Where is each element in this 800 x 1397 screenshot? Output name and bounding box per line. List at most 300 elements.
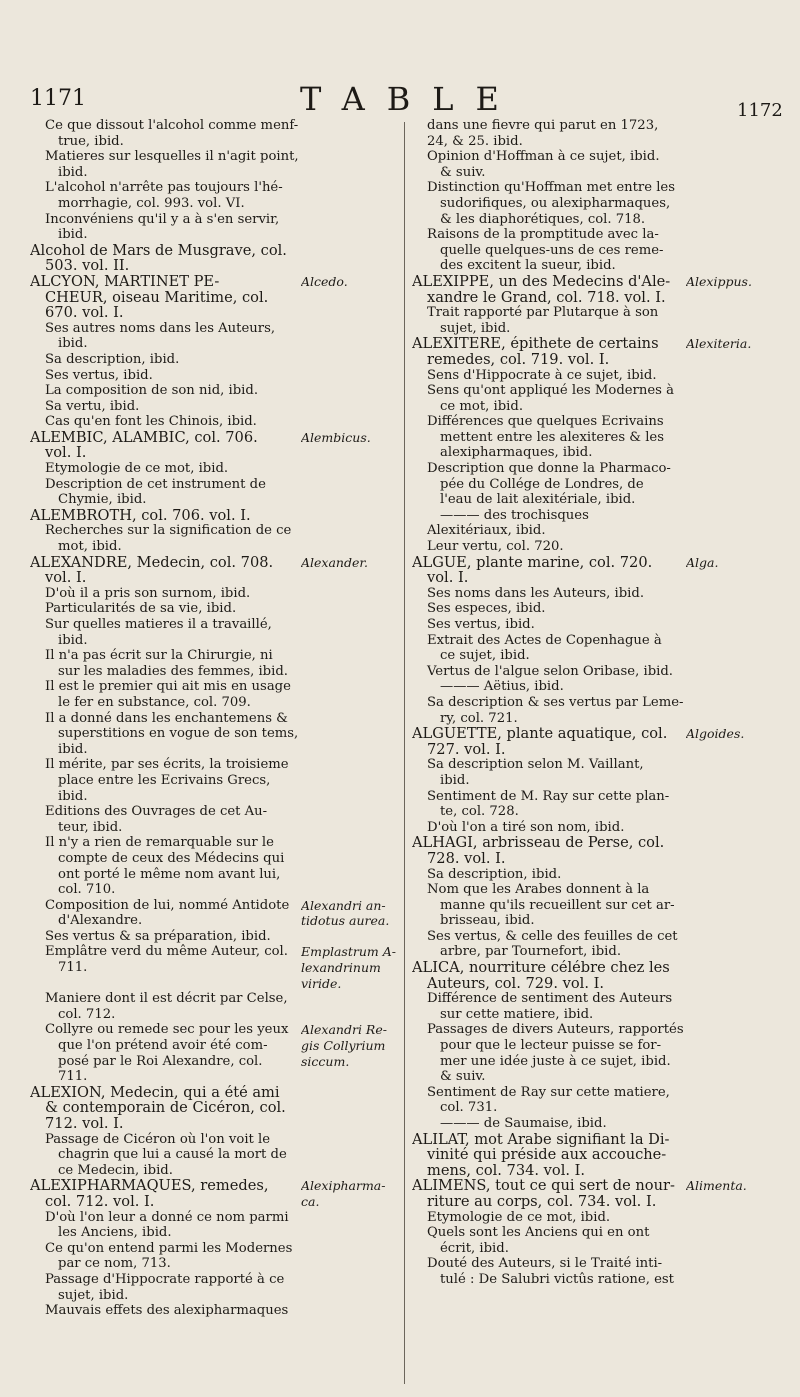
index-subentry [30,586,410,602]
index-subentry [412,679,798,695]
entry-line: dans une fievre qui parut en 1723, [427,118,659,133]
index-entry [30,274,410,321]
entry-line: sur les maladies des femmes, ibid. [58,663,288,679]
entry-line: & suiv. [440,164,486,180]
index-subentry [412,586,798,602]
entry-line: quelle quelques-uns de ces reme- [440,242,664,258]
latin-marginal-name [295,430,410,461]
latin-line: ca. [301,1193,320,1209]
latin-marginal-name [680,1116,798,1132]
latin-marginal-name [295,929,410,945]
entry-line: 670. vol. I. [45,305,124,321]
entry-line: les Anciens, ibid. [58,1225,172,1241]
entry-line: teur, ibid. [58,819,123,835]
entry-line: Ses vertus, & celle des feuilles de cet [427,928,678,944]
entry-line: ibid. [58,741,88,757]
entry-line: Sens qu'ont appliqué les Modernes à [427,383,674,399]
latin-marginal-name [680,867,798,883]
entry-line: Sa description, ibid. [427,866,562,882]
latin-marginal-name [295,804,410,835]
entry-line: Alexitériaux, ibid. [427,523,546,539]
latin-marginal-name [680,1225,798,1256]
latin-line: viride. [301,975,342,991]
page-number-left: 1171 [30,86,86,111]
entry-line: vol. I. [45,445,87,462]
latin-marginal-name [295,368,410,384]
latin-marginal-name [680,835,798,866]
entry-line: ont porté le même nom avant lui, [58,866,281,882]
latin-line: Alga. [686,554,719,570]
entry-line: Passage d'Hippocrate rapporté à ce [45,1271,285,1287]
latin-marginal-name [684,1022,798,1084]
entry-line: & suiv. [440,1069,486,1085]
entry-line: Extrait des Actes de Copenhague à [427,632,662,648]
index-subentry [30,1022,410,1084]
index-subentry [412,414,798,461]
index-subentry [412,461,798,508]
latin-marginal-name [680,149,798,180]
entry-line: morrhagie, col. 993. vol. VI. [58,195,245,211]
index-subentry [30,212,410,243]
index-subentry [30,461,410,477]
entry-line: Il n'a pas écrit sur la Chirurgie, ni [45,648,273,664]
index-entry [30,243,410,274]
page-header [0,80,800,120]
index-entry [412,960,798,991]
entry-line: Chymie, ibid. [58,492,147,508]
entry-line: sur cette matiere, ibid. [440,1006,594,1022]
entry-line: Composition de lui, nommé Antidote [45,897,290,913]
latin-marginal-name [295,1132,410,1179]
entry-line: Il a donné dans les enchantemens & [45,710,288,726]
index-subentry [412,1116,798,1132]
index-entry [412,1178,798,1209]
latin-marginal-name [295,274,410,321]
latin-marginal-name [295,679,410,710]
latin-marginal-name [680,1178,798,1209]
index-entry [30,555,410,586]
entry-line: mettent entre les alexiteres & les [440,429,665,445]
entry-line: ALEMBIC, ALAMBIC, col. 706. [30,429,258,446]
entry-line: ibid. [58,227,88,243]
entry-line: Sens d'Hippocrate à ce sujet, ibid. [427,367,657,383]
entry-line: superstitions en vogue de son tems, [58,726,299,742]
index-entry [412,1132,798,1179]
entry-line: mens, col. 734. vol. I. [427,1162,586,1179]
latin-marginal-name [680,601,798,617]
entry-line: pée du Collége de Londres, de [440,476,644,492]
entry-line: Alcohol de Mars de Musgrave, col. [30,242,287,259]
entry-line: mot, ibid. [58,539,122,555]
entry-line: Description de cet instrument de [45,476,266,492]
entry-line: & contemporain de Cicéron, col. [45,1100,286,1116]
index-subentry [30,523,410,554]
latin-marginal-name [295,991,410,1022]
index-subentry [30,648,410,679]
entry-line: col. 712. [58,1006,116,1022]
entry-line: ALILAT, mot Arabe signifiant la Di- [412,1131,670,1148]
entry-line: Ses especes, ibid. [427,601,546,617]
index-subentry [30,414,410,430]
latin-marginal-name [298,118,410,149]
latin-line: Alexandri an- [301,897,386,913]
entry-line: 712. vol. I. [45,1116,124,1132]
entry-line: Sa description selon M. Vaillant, [427,757,644,773]
latin-line: Alexipharma- [301,1178,386,1194]
entry-line: Editions des Ouvrages de cet Au- [45,804,268,820]
latin-marginal-name [680,555,798,586]
entry-line: 728. vol. I. [427,850,506,867]
entry-line: xandre le Grand, col. 718. vol. I. [427,289,666,306]
index-subentry [412,617,798,633]
entry-line: sujet, ibid. [440,320,511,336]
latin-marginal-name [680,336,798,367]
latin-line: Algoides. [686,726,745,742]
entry-line: ibid. [58,164,88,180]
entry-line: l'eau de lait alexitériale, ibid. [440,492,636,508]
entry-line: pour que le lecteur puisse se for- [440,1038,662,1054]
index-subentry [30,399,410,415]
index-subentry [30,601,410,617]
index-subentry [412,508,798,539]
page-title: TABLE [300,80,521,118]
latin-line: Alcedo. [301,273,348,289]
entry-line: vol. I. [45,570,87,586]
index-subentry [30,321,410,352]
entry-line: Ses noms dans les Auteurs, ibid. [427,585,645,601]
latin-marginal-name [295,180,410,211]
latin-marginal-name [295,617,410,648]
entry-line: vol. I. [427,570,469,586]
entry-line: chagrin que lui a causé la mort de [58,1147,287,1163]
latin-marginal-name [680,960,798,991]
entry-line: ce mot, ibid. [440,398,524,414]
entry-line: Différences que quelques Ecrivains [427,414,664,430]
latin-marginal-name [295,243,410,274]
entry-line: Recherches sur la signification de ce [45,523,292,539]
latin-marginal-name [680,617,798,633]
entry-line: Il n'y a rien de remarquable sur le [45,835,274,851]
latin-marginal-name [295,352,410,368]
latin-line: tidotus aurea. [301,913,390,929]
entry-line: Collyre ou remede sec pour les yeux [45,1022,289,1038]
entry-line: riture au corps, col. 734. vol. I. [427,1193,657,1210]
entry-line: 711. [58,960,88,976]
entry-line: Quels sont les Anciens qui en ont [427,1225,650,1241]
entry-line: col. 712. vol. I. [45,1193,155,1210]
entry-line: La composition de son nid, ibid. [45,383,259,399]
entry-line: Auteurs, col. 729. vol. I. [427,975,604,992]
entry-line: ALGUE, plante marine, col. 720. [412,554,653,571]
entry-line: Ses autres noms dans les Auteurs, [45,320,276,336]
index-subentry [412,1085,798,1116]
entry-line: Ce que dissout l'alcohol comme menf- [45,118,299,133]
entry-line: ry, col. 721. [440,710,518,726]
index-entry [412,336,798,367]
entry-line: Vertus de l'algue selon Oribase, ibid. [427,663,673,679]
entry-line: Mauvais effets des alexipharmaques [45,1303,289,1319]
entry-line: Nom que les Arabes donnent à la [427,882,650,898]
entry-line: ——— Aëtius, ibid. [440,679,564,695]
latin-marginal-name [680,274,798,305]
index-subentry [30,1272,410,1303]
entry-line: D'où l'on leur a donné ce nom parmi [45,1209,289,1225]
latin-marginal-name [680,679,798,695]
index-entry [30,430,410,461]
index-subentry [30,804,410,835]
latin-marginal-name [295,944,410,991]
entry-line: ce sujet, ibid. [440,648,530,664]
index-subentry [412,757,798,788]
index-subentry [30,835,410,897]
entry-line: tulé : De Salubri victûs ratione, est [440,1271,674,1287]
entry-line: Sentiment de M. Ray sur cette plan- [427,788,670,804]
entry-line: Il est le premier qui ait mis en usage [45,679,291,695]
latin-marginal-name [680,118,798,149]
entry-line: Particularités de sa vie, ibid. [45,601,237,617]
index-subentry [30,180,410,211]
entry-line: Sentiment de Ray sur cette matiere, [427,1084,670,1100]
entry-line: Maniere dont il est décrit par Celse, [45,991,288,1007]
latin-line: Alembicus. [301,429,371,445]
latin-marginal-name [680,1256,798,1287]
entry-line: Ses vertus, ibid. [427,617,535,632]
entry-line: arbre, par Tournefort, ibid. [440,944,622,960]
entry-line: Sa vertu, ibid. [45,398,140,414]
entry-line: ALEXIPPE, un des Medecins d'Ale- [412,273,671,290]
entry-line: Sur quelles matieres il a travaillé, [45,617,272,632]
latin-marginal-name [295,757,410,804]
entry-line: que l'on prétend avoir été com- [58,1038,268,1054]
latin-marginal-name [295,835,410,897]
entry-line: Trait rapporté par Plutarque à son [427,305,659,321]
index-entry [412,555,798,586]
latin-marginal-name [295,555,410,586]
latin-marginal-name [295,399,410,415]
index-subentry [412,149,798,180]
index-entry [30,508,410,524]
latin-marginal-name [680,1085,798,1116]
entry-line: Description que donne la Pharmaco- [427,461,671,477]
index-subentry [30,1132,410,1179]
entry-line: 711. [58,1069,88,1085]
latin-marginal-name [684,695,799,726]
entry-line: Passage de Cicéron où l'on voit le [45,1131,271,1147]
entry-line: Passages de divers Auteurs, rapportés [427,1022,684,1038]
index-subentry [412,867,798,883]
latin-marginal-name [680,1210,798,1226]
entry-line: 503. vol. II. [45,258,130,274]
latin-marginal-name [680,820,798,836]
latin-marginal-name [680,305,798,336]
index-subentry [412,180,798,227]
entry-line: Sa description & ses vertus par Leme- [427,694,684,710]
latin-marginal-name [298,711,410,758]
entry-line: Douté des Auteurs, si le Traité inti- [427,1256,663,1272]
entry-line: ibid. [440,772,470,788]
entry-line: mer une idée juste à ce sujet, ibid. [440,1053,671,1069]
entry-line: ALICA, nourriture célébre chez les [412,960,670,976]
entry-line: manne qu'ils recueillent sur cet ar- [440,897,675,913]
entry-line: Ce qu'on entend parmi les Modernes [45,1240,293,1256]
entry-line: true, ibid. [58,133,124,149]
latin-marginal-name [295,586,410,602]
latin-marginal-name [680,726,798,757]
latin-marginal-name [295,1303,410,1319]
index-subentry [30,352,410,368]
index-subentry [412,789,798,820]
entry-line: ALIMENS, tout ce qui sert de nour- [412,1178,675,1194]
latin-marginal-name [295,1210,410,1241]
index-subentry [412,633,798,664]
entry-line: Leur vertu, col. 720. [427,539,564,555]
entry-line: col. 710. [58,882,116,898]
left-index-column [30,118,410,1319]
latin-marginal-name [680,508,798,539]
index-subentry [30,991,410,1022]
index-subentry [412,991,798,1022]
entry-line: compte de ceux des Médecins qui [58,850,285,866]
latin-marginal-name [295,383,410,399]
index-entry [30,1085,410,1132]
entry-line: ALCYON, MARTINET PE- [30,273,220,290]
entry-line: ce Medecin, ibid. [58,1162,173,1178]
entry-line: & les diaphorétiques, col. 718. [440,211,646,227]
latin-line: siccum. [301,1053,350,1069]
entry-line: des excitent la sueur, ibid. [440,258,616,274]
index-subentry [30,929,410,945]
entry-line: remedes, col. 719. vol. I. [427,351,610,368]
entry-line: sujet, ibid. [58,1287,129,1303]
page-number-right: 1172 [737,100,783,121]
entry-line: par ce nom, 713. [58,1256,171,1272]
index-subentry [30,477,410,508]
entry-line: ibid. [58,632,88,648]
entry-line: ALEMBROTH, col. 706. vol. I. [30,507,251,524]
latin-marginal-name [680,461,798,508]
entry-line: Matieres sur lesquelles il n'agit point, [45,149,299,165]
entry-line: Emplâtre verd du même Auteur, col. [45,944,288,960]
latin-marginal-name [295,1272,410,1303]
index-subentry [30,757,410,804]
latin-marginal-name [680,633,798,664]
index-subentry [412,1256,798,1287]
right-index-column [412,118,798,1288]
latin-marginal-name [680,882,798,929]
entry-line: L'alcohol n'arrête pas toujours l'hé- [45,180,283,196]
latin-line: gis Collyrium [301,1038,386,1054]
entry-line: posé par le Roi Alexandre, col. [58,1053,263,1069]
index-subentry [30,711,410,758]
entry-line: Etymologie de ce mot, ibid. [427,1209,611,1225]
entry-line: d'Alexandre. [58,913,143,929]
index-entry [30,1178,410,1209]
index-subentry [30,1210,410,1241]
latin-marginal-name [680,414,798,461]
index-subentry [412,882,798,929]
entry-line: Opinion d'Hoffman à ce sujet, ibid. [427,149,660,165]
latin-marginal-name [680,991,798,1022]
latin-marginal-name [680,383,798,414]
entry-line: te, col. 728. [440,804,519,820]
entry-line: ALGUETTE, plante aquatique, col. [412,726,668,742]
latin-marginal-name [295,1085,410,1132]
entry-line: ibid. [58,336,88,352]
latin-marginal-name [295,648,410,679]
latin-marginal-name [680,539,798,555]
latin-marginal-name [299,149,410,180]
latin-line: Alexander. [301,554,368,570]
index-subentry [30,617,410,648]
latin-line: Alexippus. [686,273,752,289]
latin-marginal-name [295,523,410,554]
entry-line: Etymologie de ce mot, ibid. [45,461,229,477]
entry-line: le fer en substance, col. 709. [58,694,251,710]
latin-marginal-name [295,414,410,430]
column-divider [404,122,405,1384]
index-subentry [30,383,410,399]
entry-line: ——— des trochisques [440,507,589,523]
entry-line: CHEUR, oiseau Maritime, col. [45,289,269,306]
latin-marginal-name [680,227,798,274]
latin-marginal-name [295,477,410,508]
index-entry [412,835,798,866]
latin-marginal-name [680,180,798,227]
entry-line: Ses vertus & sa préparation, ibid. [45,928,271,944]
entry-line: Ses vertus, ibid. [45,367,153,383]
entry-line: place entre les Ecrivains Grecs, [58,772,271,788]
latin-marginal-name [295,1241,410,1272]
latin-marginal-name [295,321,410,352]
entry-line: brisseau, ibid. [440,913,535,929]
latin-marginal-name [295,601,410,617]
entry-line: Il mérite, par ses écrits, la troisieme [45,757,289,773]
index-subentry [30,898,410,929]
index-subentry [412,539,798,555]
entry-line: écrit, ibid. [440,1240,509,1256]
index-subentry [412,227,798,274]
latin-line: Alimenta. [686,1178,747,1194]
index-subentry [412,695,798,726]
index-subentry [412,1225,798,1256]
index-subentry [30,1303,410,1319]
index-subentry [30,1241,410,1272]
latin-marginal-name [680,664,798,680]
entry-line: ALEXION, Medecin, qui a été ami [30,1084,280,1101]
entry-line: Distinction qu'Hoffman met entre les [427,180,676,196]
index-subentry [412,601,798,617]
entry-line: sudorifiques, ou alexipharmaques, [440,195,671,211]
latin-marginal-name [295,508,410,524]
entry-line: ibid. [58,788,88,804]
latin-marginal-name [680,1132,798,1179]
entry-line: D'où l'on a tiré son nom, ibid. [427,819,625,835]
entry-line: D'où il a pris son surnom, ibid. [45,585,251,601]
index-subentry [412,929,798,960]
index-entry [412,274,798,305]
latin-marginal-name [680,757,798,788]
index-subentry [412,664,798,680]
latin-line: lexandrinum [301,960,381,976]
index-subentry [412,1022,798,1084]
latin-marginal-name [295,898,410,929]
index-subentry [30,368,410,384]
latin-marginal-name [680,789,798,820]
index-subentry [412,368,798,384]
entry-line: ALEXIPHARMAQUES, remedes, [30,1178,269,1194]
latin-marginal-name [295,212,410,243]
latin-marginal-name [680,929,798,960]
